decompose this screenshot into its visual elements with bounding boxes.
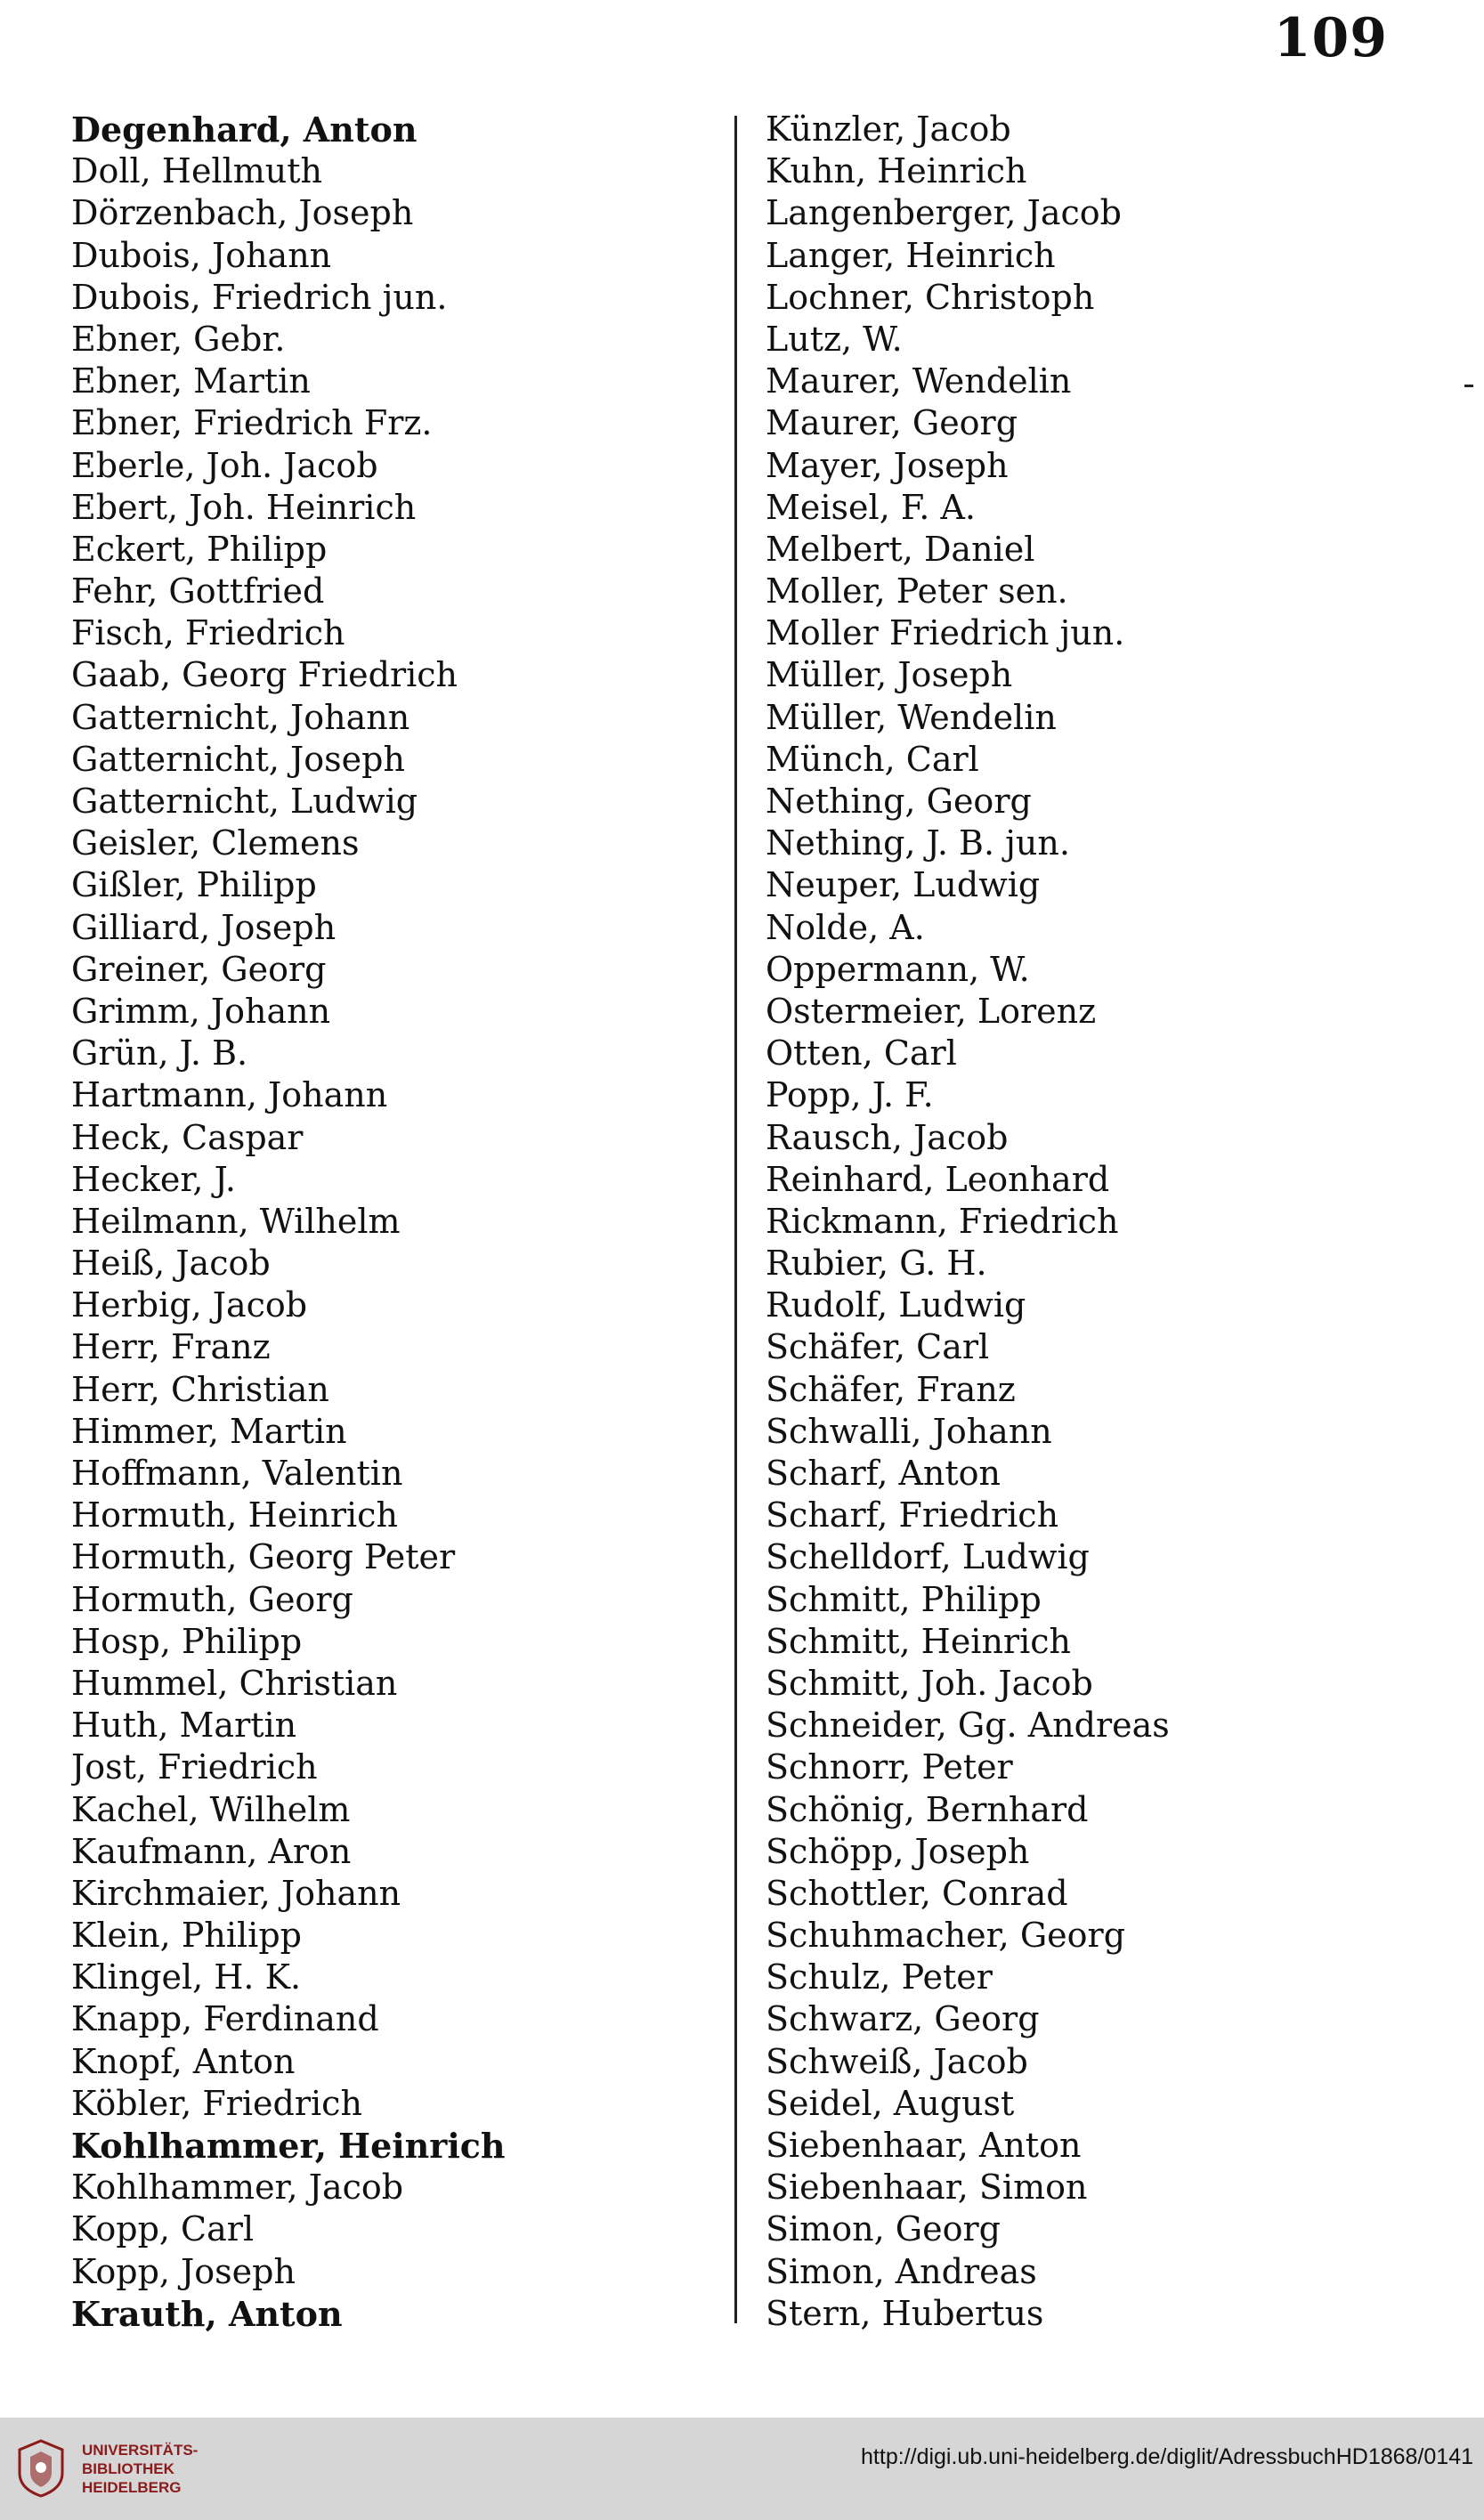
directory-entry: Müller, Joseph bbox=[766, 655, 1013, 695]
directory-entry: Schäfer, Franz bbox=[766, 1369, 1016, 1409]
right-name-column bbox=[766, 109, 1407, 2335]
directory-entry: Doll, Hellmuth bbox=[71, 151, 322, 191]
directory-entry: Schottler, Conrad bbox=[766, 1873, 1068, 1913]
logo-line: UNIVERSITÄTS- bbox=[82, 2442, 199, 2459]
directory-entry: Schnorr, Peter bbox=[766, 1747, 1013, 1787]
directory-entry: Geisler, Clemens bbox=[71, 823, 360, 863]
directory-entry: Heiß, Jacob bbox=[71, 1244, 271, 1284]
directory-entry: Schmitt, Joh. Jacob bbox=[766, 1663, 1093, 1703]
directory-entry: Maurer, Georg bbox=[766, 403, 1018, 443]
directory-entry: Künzler, Jacob bbox=[766, 109, 1011, 149]
directory-entry: Köbler, Friedrich bbox=[71, 2083, 362, 2123]
directory-entry: Grün, J. B. bbox=[71, 1033, 248, 1074]
margin-mark bbox=[1464, 385, 1473, 387]
directory-entry: Himmer, Martin bbox=[71, 1411, 347, 1451]
directory-entry: Mayer, Joseph bbox=[766, 445, 1009, 485]
directory-entry: Müller, Wendelin bbox=[766, 697, 1057, 737]
directory-entry: Schwalli, Johann bbox=[766, 1411, 1052, 1451]
directory-entry: Schmitt, Philipp bbox=[766, 1579, 1042, 1619]
directory-entry: Scharf, Anton bbox=[766, 1454, 1001, 1493]
directory-entry: Oppermann, W. bbox=[766, 949, 1030, 989]
directory-entry: Schöpp, Joseph bbox=[766, 1831, 1030, 1871]
source-url-link[interactable]: http://digi.ub.uni-heidelberg.de/diglit/AdressbuchHD1868/0141 bbox=[861, 2444, 1473, 2469]
logo-line: HEIDELBERG bbox=[82, 2479, 182, 2496]
directory-entry: Kachel, Wilhelm bbox=[71, 1789, 351, 1829]
directory-entry: Moller Friedrich jun. bbox=[766, 613, 1125, 653]
directory-entry: Hecker, J. bbox=[71, 1159, 236, 1199]
library-logo-text bbox=[82, 2441, 198, 2497]
directory-entry: Hormuth, Georg bbox=[71, 1579, 353, 1619]
directory-entry: Lutz, W. bbox=[766, 319, 903, 359]
directory-entry: Ebner, Gebr. bbox=[71, 319, 286, 359]
directory-entry: Herbig, Jacob bbox=[71, 1285, 308, 1325]
directory-entry: Kuhn, Heinrich bbox=[766, 151, 1027, 191]
directory-entry: Krauth, Anton bbox=[71, 2293, 343, 2334]
directory-entry: Fehr, Gottfried bbox=[71, 571, 325, 612]
directory-entry: Kohlhammer, Heinrich bbox=[71, 2126, 506, 2166]
university-seal-icon bbox=[14, 2437, 68, 2500]
directory-entry: Hummel, Christian bbox=[71, 1663, 398, 1703]
directory-entry: Rausch, Jacob bbox=[766, 1117, 1009, 1157]
directory-entry: Knopf, Anton bbox=[71, 2041, 296, 2081]
directory-entry: Schäfer, Carl bbox=[766, 1327, 990, 1367]
directory-entry: Schweiß, Jacob bbox=[766, 2041, 1028, 2081]
directory-entry: Heilmann, Wilhelm bbox=[71, 1201, 401, 1241]
directory-entry: Lochner, Christoph bbox=[766, 277, 1095, 317]
directory-entry: Ostermeier, Lorenz bbox=[766, 991, 1097, 1031]
directory-entry: Heck, Caspar bbox=[71, 1117, 304, 1157]
directory-entry: Schneider, Gg. Andreas bbox=[766, 1706, 1170, 1746]
directory-entry: Rickmann, Friedrich bbox=[766, 1201, 1119, 1241]
directory-entry: Melbert, Daniel bbox=[766, 529, 1035, 569]
directory-entry: Schmitt, Heinrich bbox=[766, 1621, 1072, 1661]
directory-entry: Kopp, Joseph bbox=[71, 2251, 296, 2291]
directory-entry: Gatternicht, Joseph bbox=[71, 739, 405, 779]
directory-entry: Huth, Martin bbox=[71, 1706, 297, 1746]
directory-entry: Moller, Peter sen. bbox=[766, 571, 1068, 612]
directory-entry: Degenhard, Anton bbox=[71, 109, 418, 150]
directory-entry: Langer, Heinrich bbox=[766, 235, 1056, 275]
directory-entry: Jost, Friedrich bbox=[71, 1747, 318, 1787]
footer-bar bbox=[0, 2418, 1484, 2520]
directory-entry: Gilliard, Joseph bbox=[71, 907, 337, 947]
directory-entry: Dubois, Friedrich jun. bbox=[71, 277, 448, 317]
directory-entry: Nething, J. B. jun. bbox=[766, 823, 1070, 863]
directory-entry: Siebenhaar, Simon bbox=[766, 2168, 1088, 2208]
directory-entry: Meisel, F. A. bbox=[766, 487, 976, 527]
directory-entry: Popp, J. F. bbox=[766, 1075, 934, 1115]
directory-entry: Hormuth, Georg Peter bbox=[71, 1537, 456, 1577]
logo-line: BIBLIOTHEK bbox=[82, 2460, 174, 2477]
directory-entry: Kirchmaier, Johann bbox=[71, 1873, 401, 1913]
directory-entry: Gaab, Georg Friedrich bbox=[71, 655, 458, 695]
directory-entry: Gatternicht, Johann bbox=[71, 697, 410, 737]
directory-entry: Dubois, Johann bbox=[71, 235, 332, 275]
directory-entry: Hosp, Philipp bbox=[71, 1621, 303, 1661]
directory-entry: Siebenhaar, Anton bbox=[766, 2126, 1082, 2165]
directory-entry: Maurer, Wendelin bbox=[766, 361, 1072, 401]
directory-entry: Klein, Philipp bbox=[71, 1916, 302, 1956]
directory-entry: Kopp, Carl bbox=[71, 2209, 255, 2249]
directory-entry: Schuhmacher, Georg bbox=[766, 1916, 1126, 1956]
directory-entry: Scharf, Friedrich bbox=[766, 1495, 1059, 1535]
left-name-column bbox=[71, 109, 712, 2335]
directory-entry: Reinhard, Leonhard bbox=[766, 1159, 1110, 1199]
directory-entry: Nething, Georg bbox=[766, 782, 1032, 821]
directory-entry: Otten, Carl bbox=[766, 1033, 957, 1074]
directory-entry: Münch, Carl bbox=[766, 739, 979, 779]
directory-entry: Kohlhammer, Jacob bbox=[71, 2168, 404, 2208]
directory-entry: Schwarz, Georg bbox=[766, 1999, 1040, 2039]
directory-entry: Fisch, Friedrich bbox=[71, 613, 345, 653]
directory-entry: Eckert, Philipp bbox=[71, 529, 328, 569]
directory-entry: Hormuth, Heinrich bbox=[71, 1495, 398, 1535]
directory-entry: Rubier, G. H. bbox=[766, 1244, 987, 1284]
directory-entry: Ebner, Friedrich Frz. bbox=[71, 403, 433, 443]
page-number: 109 bbox=[1273, 7, 1388, 69]
directory-entry: Greiner, Georg bbox=[71, 949, 327, 989]
directory-entry: Kaufmann, Aron bbox=[71, 1831, 352, 1871]
directory-entry: Langenberger, Jacob bbox=[766, 193, 1122, 233]
directory-entry: Gatternicht, Ludwig bbox=[71, 782, 418, 821]
directory-entry: Nolde, A. bbox=[766, 907, 925, 947]
directory-entry: Herr, Christian bbox=[71, 1369, 329, 1409]
directory-entry: Simon, Georg bbox=[766, 2209, 1001, 2249]
directory-entry: Dörzenbach, Joseph bbox=[71, 193, 414, 233]
directory-entry: Rudolf, Ludwig bbox=[766, 1285, 1026, 1325]
directory-entry: Herr, Franz bbox=[71, 1327, 271, 1367]
directory-entry: Ebert, Joh. Heinrich bbox=[71, 487, 417, 527]
directory-entry: Hoffmann, Valentin bbox=[71, 1454, 403, 1493]
directory-entry: Schönig, Bernhard bbox=[766, 1789, 1089, 1829]
directory-entry: Hartmann, Johann bbox=[71, 1075, 388, 1115]
directory-entry: Klingel, H. K. bbox=[71, 1957, 302, 1997]
directory-entry: Schulz, Peter bbox=[766, 1957, 993, 1997]
directory-entry: Simon, Andreas bbox=[766, 2251, 1037, 2291]
directory-entry: Stern, Hubertus bbox=[766, 2293, 1044, 2333]
directory-entry: Ebner, Martin bbox=[71, 361, 311, 401]
directory-entry: Knapp, Ferdinand bbox=[71, 1999, 379, 2039]
directory-entry: Grimm, Johann bbox=[71, 991, 331, 1031]
directory-entry: Eberle, Joh. Jacob bbox=[71, 445, 378, 485]
directory-entry: Neuper, Ludwig bbox=[766, 865, 1041, 905]
directory-entry: Seidel, August bbox=[766, 2083, 1015, 2123]
column-divider bbox=[734, 116, 737, 2323]
directory-entry: Gißler, Philipp bbox=[71, 865, 317, 905]
directory-entry: Schelldorf, Ludwig bbox=[766, 1537, 1090, 1577]
